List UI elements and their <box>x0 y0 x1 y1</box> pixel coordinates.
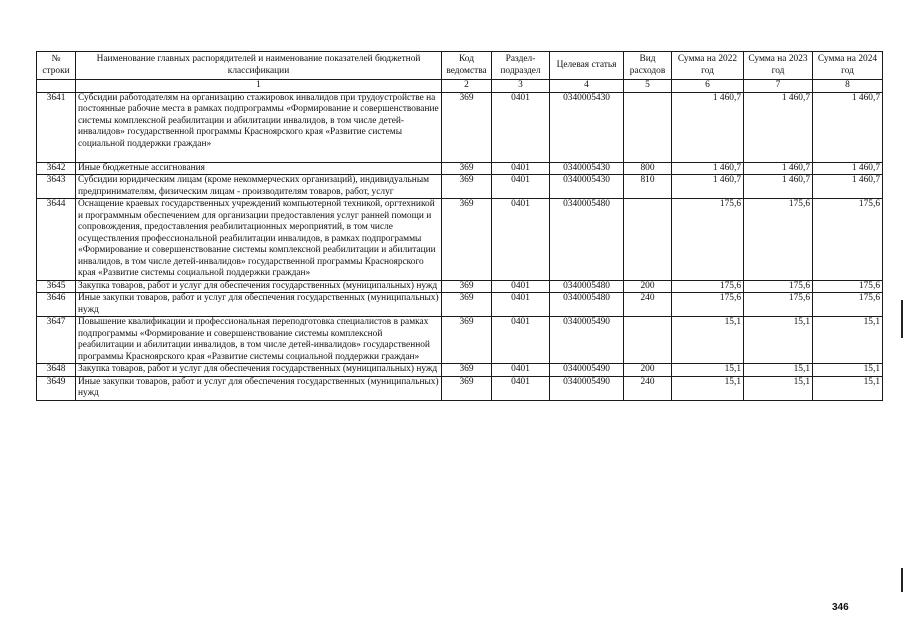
row-dept-code: 369 <box>442 376 492 400</box>
row-target-article: 0340005480 <box>550 199 624 281</box>
table-row <box>37 364 883 377</box>
row-number: 3641 <box>37 92 76 162</box>
row-sum-2023: 1 460,7 <box>744 92 813 162</box>
row-sum-2022: 175,6 <box>672 280 744 293</box>
column-number: 2 <box>442 80 492 93</box>
header-sum-2024: Сумма на 2024 год <box>813 52 883 80</box>
row-target-article: 0340005490 <box>550 376 624 400</box>
row-sum-2024: 175,6 <box>813 293 883 317</box>
header-row-number: № строки <box>37 52 76 80</box>
row-dept-code: 369 <box>442 199 492 281</box>
row-sum-2023: 1 460,7 <box>744 175 813 199</box>
table-row <box>37 293 883 317</box>
row-section: 0401 <box>492 293 550 317</box>
row-sum-2024: 15,1 <box>813 376 883 400</box>
table-header-row <box>37 52 883 80</box>
row-target-article: 0340005480 <box>550 293 624 317</box>
row-expense-type: 240 <box>624 293 672 317</box>
row-section: 0401 <box>492 317 550 364</box>
table-row <box>37 175 883 199</box>
header-sum-2023: Сумма на 2023 год <box>744 52 813 80</box>
row-sum-2022: 175,6 <box>672 293 744 317</box>
header-section: Раздел-подраздел <box>492 52 550 80</box>
row-name: Субсидии работодателям на организацию стажировок инвалидов при трудоустройстве на постоянные рабочие места в рамках подпрограммы «Формирование и совершенствование системы комплексной реабилитации и абилитации инвалидов, в том числе детей-инвалидов» государственной программы Красноярского края «Развитие системы социальной поддержки граждан» <box>76 92 442 162</box>
row-name: Повышение квалификации и профессиональная переподготовка специалистов в рамках подпрограммы «Формирование и совершенствование системы комплексной реабилитации и абилитации инвалидов, в том числе детей-инвалидов» государственной программы Красноярского края «Развитие системы социальной поддержки граждан» <box>76 317 442 364</box>
row-number: 3644 <box>37 199 76 281</box>
row-sum-2023: 15,1 <box>744 364 813 377</box>
row-dept-code: 369 <box>442 280 492 293</box>
table-row <box>37 162 883 175</box>
scan-edge-mark <box>901 568 903 592</box>
header-name: Наименование главных распорядителей и наименование показателей бюджетной классификации <box>76 52 442 80</box>
row-section: 0401 <box>492 175 550 199</box>
header-target-article: Целевая статья <box>550 52 624 80</box>
column-number: 1 <box>76 80 442 93</box>
row-target-article: 0340005490 <box>550 364 624 377</box>
column-number: 8 <box>813 80 883 93</box>
row-sum-2023: 175,6 <box>744 293 813 317</box>
row-name: Иные закупки товаров, работ и услуг для обеспечения государственных (муниципальных) нужд <box>76 376 442 400</box>
table-row <box>37 199 883 281</box>
row-number: 3649 <box>37 376 76 400</box>
row-dept-code: 369 <box>442 92 492 162</box>
table-row <box>37 376 883 400</box>
row-sum-2022: 15,1 <box>672 376 744 400</box>
column-number <box>37 80 76 93</box>
header-expense-type: Вид расходов <box>624 52 672 80</box>
row-expense-type: 810 <box>624 175 672 199</box>
row-name: Закупка товаров, работ и услуг для обеспечения государственных (муниципальных) нужд <box>76 280 442 293</box>
row-number: 3643 <box>37 175 76 199</box>
row-sum-2024: 15,1 <box>813 364 883 377</box>
row-sum-2022: 1 460,7 <box>672 162 744 175</box>
row-sum-2023: 175,6 <box>744 280 813 293</box>
row-expense-type <box>624 92 672 162</box>
row-sum-2024: 175,6 <box>813 199 883 281</box>
budget-table <box>36 51 883 401</box>
row-sum-2024: 175,6 <box>813 280 883 293</box>
row-number: 3645 <box>37 280 76 293</box>
row-target-article: 0340005490 <box>550 317 624 364</box>
row-sum-2024: 15,1 <box>813 317 883 364</box>
row-number: 3648 <box>37 364 76 377</box>
header-dept-code: Код ведомства <box>442 52 492 80</box>
row-expense-type <box>624 199 672 281</box>
row-number: 3642 <box>37 162 76 175</box>
column-number: 6 <box>672 80 744 93</box>
table-row <box>37 92 883 162</box>
row-name: Иные бюджетные ассигнования <box>76 162 442 175</box>
row-name: Иные закупки товаров, работ и услуг для обеспечения государственных (муниципальных) нужд <box>76 293 442 317</box>
row-sum-2022: 15,1 <box>672 364 744 377</box>
row-target-article: 0340005430 <box>550 162 624 175</box>
column-number: 4 <box>550 80 624 93</box>
column-number: 7 <box>744 80 813 93</box>
row-sum-2024: 1 460,7 <box>813 162 883 175</box>
row-expense-type: 200 <box>624 280 672 293</box>
row-target-article: 0340005480 <box>550 280 624 293</box>
scan-edge-mark <box>901 300 903 338</box>
row-name: Субсидии юридическим лицам (кроме некоммерческих организаций), индивидуальным предпринимателям, физическим лицам - производителям товаров, работ, услуг <box>76 175 442 199</box>
row-name: Закупка товаров, работ и услуг для обеспечения государственных (муниципальных) нужд <box>76 364 442 377</box>
row-dept-code: 369 <box>442 317 492 364</box>
row-expense-type: 240 <box>624 376 672 400</box>
row-target-article: 0340005430 <box>550 175 624 199</box>
row-sum-2023: 175,6 <box>744 199 813 281</box>
row-sum-2022: 175,6 <box>672 199 744 281</box>
row-sum-2024: 1 460,7 <box>813 175 883 199</box>
row-section: 0401 <box>492 364 550 377</box>
row-sum-2022: 1 460,7 <box>672 175 744 199</box>
row-expense-type: 200 <box>624 364 672 377</box>
row-dept-code: 369 <box>442 162 492 175</box>
page-number: 346 <box>832 602 849 613</box>
row-name: Оснащение краевых государственных учреждений компьютерной техникой, оргтехникой и программным обеспечением для организации предоставления услуг ранней помощи и сопровождения, предоставления реабилитационных мероприятий, в том числе осуществления профессиональной реабилитации инвалидов, в рамках подпрограммы «Формирование и совершенствование системы комплексной реабилитации и абилитации инвалидов, в том числе детей-инвалидов» государственной программы Красноярского края «Развитие системы социальной поддержки граждан» <box>76 199 442 281</box>
row-number: 3646 <box>37 293 76 317</box>
row-sum-2023: 15,1 <box>744 317 813 364</box>
row-sum-2023: 15,1 <box>744 376 813 400</box>
table-row <box>37 280 883 293</box>
column-number: 5 <box>624 80 672 93</box>
row-section: 0401 <box>492 199 550 281</box>
row-section: 0401 <box>492 92 550 162</box>
row-sum-2022: 15,1 <box>672 317 744 364</box>
column-number-row <box>37 80 883 93</box>
row-expense-type: 800 <box>624 162 672 175</box>
row-sum-2024: 1 460,7 <box>813 92 883 162</box>
row-dept-code: 369 <box>442 175 492 199</box>
row-target-article: 0340005430 <box>550 92 624 162</box>
column-number: 3 <box>492 80 550 93</box>
table-row <box>37 317 883 364</box>
row-number: 3647 <box>37 317 76 364</box>
row-sum-2022: 1 460,7 <box>672 92 744 162</box>
row-dept-code: 369 <box>442 364 492 377</box>
row-section: 0401 <box>492 376 550 400</box>
header-sum-2022: Сумма на 2022 год <box>672 52 744 80</box>
row-expense-type <box>624 317 672 364</box>
row-section: 0401 <box>492 162 550 175</box>
row-dept-code: 369 <box>442 293 492 317</box>
row-section: 0401 <box>492 280 550 293</box>
row-sum-2023: 1 460,7 <box>744 162 813 175</box>
